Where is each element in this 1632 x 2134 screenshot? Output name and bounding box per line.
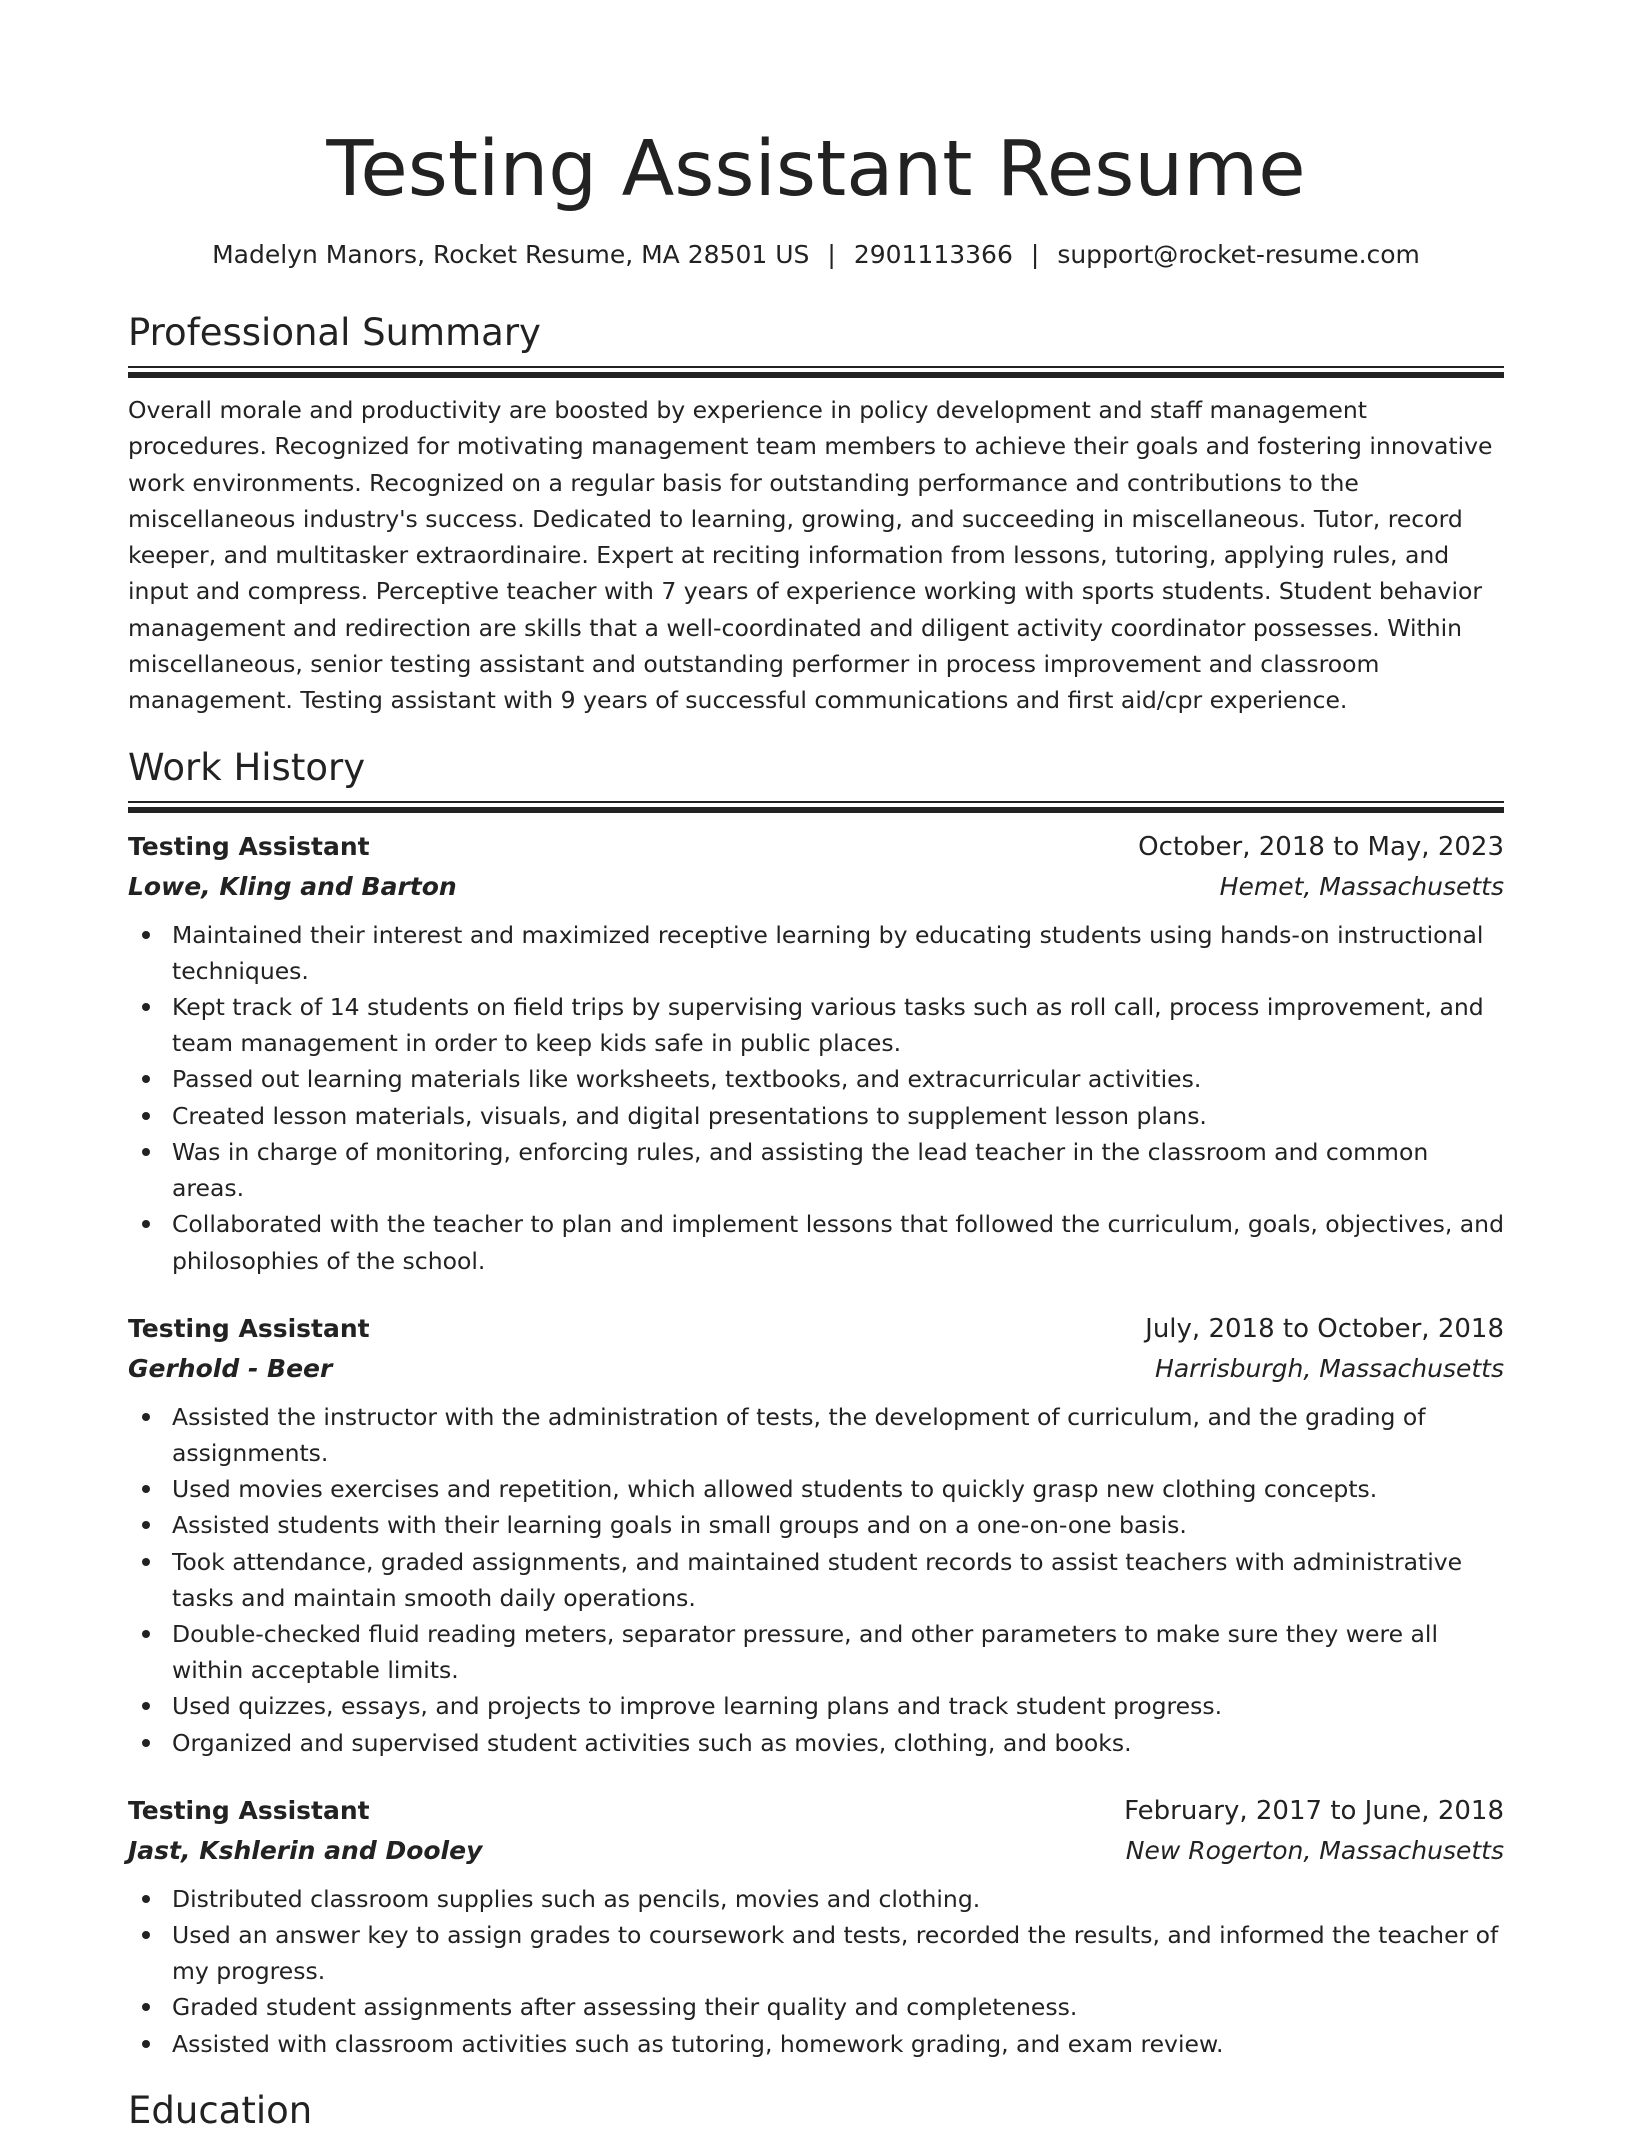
section-divider: [128, 366, 1504, 378]
job-entry: [128, 1791, 1504, 2062]
job-location: Hemet, Massachusetts: [1219, 871, 1504, 901]
contact-separator: |: [827, 240, 836, 269]
job-header-row: [128, 827, 1504, 867]
job-duty-item: Took attendance, graded assignments, and maintained student records to assist teachers with administrative tasks and maintain smooth daily operations.: [172, 1544, 1504, 1616]
job-duty-item: Organized and supervised student activities such as movies, clothing, and books.: [172, 1725, 1504, 1761]
job-duty-item: Used movies exercises and repetition, which allowed students to quickly grasp new clothing concepts.: [172, 1471, 1504, 1507]
job-duty-item: Collaborated with the teacher to plan and implement lessons that followed the curriculum, goals, objectives, and philosophies of the school.: [172, 1206, 1504, 1278]
job-company-row: [128, 867, 1504, 907]
contact-phone: 2901113366: [853, 240, 1013, 269]
job-location: Harrisburgh, Massachusetts: [1155, 1353, 1504, 1383]
job-duty-item: Maintained their interest and maximized receptive learning by educating students using hands-on instructional techniques.: [172, 917, 1504, 989]
job-duty-item: Distributed classroom supplies such as pencils, movies and clothing.: [172, 1881, 1504, 1917]
resume-page: [128, 0, 1504, 2134]
job-title: Testing Assistant: [128, 1795, 370, 1825]
resume-title: Testing Assistant Resume: [326, 125, 1306, 214]
job-title: Testing Assistant: [128, 1313, 370, 1343]
contact-email: support@rocket-resume.com: [1057, 240, 1420, 269]
work-history-section: [128, 745, 1504, 2062]
job-duty-item: Assisted the instructor with the administration of tests, the development of curriculum, and the grading of assignments.: [172, 1399, 1504, 1471]
job-duties-list: [128, 917, 1504, 1279]
contact-separator: |: [1030, 240, 1040, 269]
contact-address: Madelyn Manors, Rocket Resume, MA 28501 US: [212, 240, 810, 269]
job-duty-item: Created lesson materials, visuals, and digital presentations to supplement lesson plans.: [172, 1098, 1504, 1134]
job-company: Gerhold - Beer: [128, 1353, 333, 1383]
job-duty-item: Assisted with classroom activities such as tutoring, homework grading, and exam review.: [172, 2026, 1504, 2062]
professional-summary-section: [128, 310, 1504, 719]
section-heading-education: Education: [128, 2088, 313, 2132]
job-dates: February, 2017 to June, 2018: [1124, 1795, 1504, 1826]
job-dates: July, 2018 to October, 2018: [1145, 1313, 1504, 1344]
job-dates: October, 2018 to May, 2023: [1138, 831, 1504, 862]
job-header-row: [128, 1791, 1504, 1831]
section-divider: [128, 801, 1504, 813]
section-heading-summary: Professional Summary: [128, 311, 541, 354]
job-duties-list: [128, 1399, 1504, 1761]
job-entry: [128, 1309, 1504, 1761]
job-duty-item: Assisted students with their learning goals in small groups and on a one-on-one basis.: [172, 1507, 1504, 1543]
job-title: Testing Assistant: [128, 831, 370, 861]
job-duty-item: Double-checked fluid reading meters, separator pressure, and other parameters to make sure they were all within acceptable limits.: [172, 1616, 1504, 1688]
job-company: Lowe, Kling and Barton: [128, 871, 457, 901]
contact-line: [128, 238, 1504, 272]
job-duty-item: Was in charge of monitoring, enforcing rules, and assisting the lead teacher in the classroom and common areas.: [172, 1134, 1504, 1206]
summary-text: Overall morale and productivity are boosted by experience in policy development and staff management procedures. Recognized for motivating management team members to achieve their goals and fostering innovative work environments. Recognized on a regular basis for outstanding performance and contributions to the miscellaneous industry's success. Dedicated to learning, growing, and succeeding in miscellaneous. Tutor, record keeper, and multitasker extraordinaire. Expert at reciting information from lessons, tutoring, applying rules, and input and compress. Perceptive teacher with 7 years of experience working with sports students. Student behavior management and redirection are skills that a well-coordinated and diligent activity coordinator possesses. Within miscellaneous, senior testing assistant and outstanding performer in process improvement and classroom management. Testing assistant with 9 years of successful communications and first aid/cpr experience.: [128, 396, 1493, 715]
job-company-row: [128, 1831, 1504, 1871]
job-duty-item: Used an answer key to assign grades to coursework and tests, recorded the results, and informed the teacher of my progress.: [172, 1917, 1504, 1989]
job-company-row: [128, 1349, 1504, 1389]
job-duties-list: [128, 1881, 1504, 2062]
job-duty-item: Passed out learning materials like worksheets, textbooks, and extracurricular activities.: [172, 1061, 1504, 1097]
job-location: New Rogerton, Massachusetts: [1125, 1835, 1504, 1865]
education-section: [128, 2088, 1504, 2134]
job-duty-item: Kept track of 14 students on field trips by supervising various tasks such as roll call, process improvement, and team management in order to keep kids safe in public places.: [172, 989, 1504, 1061]
job-header-row: [128, 1309, 1504, 1349]
section-heading-work-history: Work History: [128, 745, 366, 789]
job-company: Jast, Kshlerin and Dooley: [128, 1835, 483, 1865]
job-entry: [128, 827, 1504, 1279]
job-duty-item: Graded student assignments after assessing their quality and completeness.: [172, 1989, 1504, 2025]
job-duty-item: Used quizzes, essays, and projects to improve learning plans and track student progress.: [172, 1688, 1504, 1724]
